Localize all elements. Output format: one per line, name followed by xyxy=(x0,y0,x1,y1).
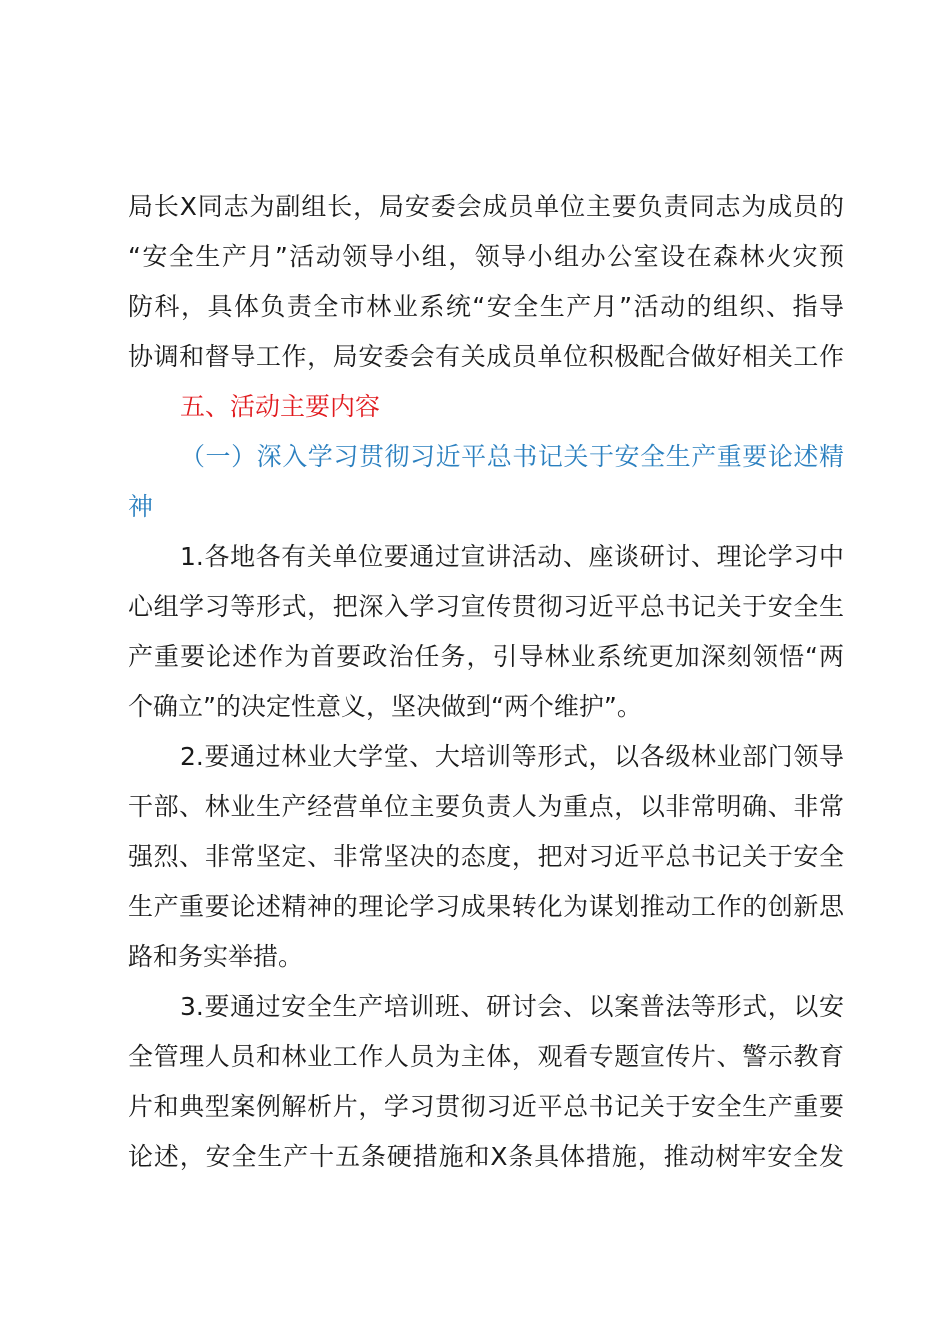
text-line: 3.要通过安全生产培训班、研讨会、以案普法等形式，以安 xyxy=(180,992,844,1021)
text-line: 局长X同志为副组长，局安委会成员单位主要负责同志为成员的 xyxy=(128,192,844,221)
text-line: 强烈、非常坚定、非常坚决的态度，把对习近平总书记关于安全 xyxy=(128,842,844,871)
text-line: 生产重要论述精神的理论学习成果转化为谋划推动工作的创新思 xyxy=(128,892,844,921)
text-line: 全管理人员和林业工作人员为主体，观看专题宣传片、警示教育 xyxy=(128,1042,844,1071)
text-line: 防科，具体负责全市林业系统“安全生产月”活动的组织、指导 xyxy=(128,292,844,321)
text-line: 1.各地各有关单位要通过宣讲活动、座谈研讨、理论学习中 xyxy=(180,542,844,571)
text-line: 产重要论述作为首要政治任务，引导林业系统更加深刻领悟“两 xyxy=(128,642,844,671)
text-line: 干部、林业生产经营单位主要负责人为重点，以非常明确、非常 xyxy=(128,792,844,821)
paragraph-item-3 xyxy=(128,982,844,1182)
text-line: 论述，安全生产十五条硬措施和X条具体措施，推动树牢安全发 xyxy=(128,1142,844,1171)
document-page xyxy=(128,182,844,1182)
text-line: 协调和督导工作，局安委会有关成员单位积极配合做好相关工作 xyxy=(128,342,844,371)
paragraph-item-2 xyxy=(128,732,844,982)
text-line: 个确立”的决定性意义，坚决做到“两个维护”。 xyxy=(128,692,642,721)
text-line: 片和典型案例解析片，学习贯彻习近平总书记关于安全生产重要 xyxy=(128,1092,844,1121)
paragraph-item-1 xyxy=(128,532,844,732)
paragraph-leading-group xyxy=(128,182,844,382)
subheading-line: 神 xyxy=(128,492,154,521)
section-heading-5: 五、活动主要内容 xyxy=(180,392,381,421)
text-line: 心组学习等形式，把深入学习宣传贯彻习近平总书记关于安全生 xyxy=(128,592,844,621)
text-line: 2.要通过林业大学堂、大培训等形式，以各级林业部门领导 xyxy=(180,742,844,771)
subsection-heading-1 xyxy=(128,432,844,532)
subheading-line: （一）深入学习贯彻习近平总书记关于安全生产重要论述精 xyxy=(180,442,844,471)
text-line: “安全生产月”活动领导小组，领导小组办公室设在森林火灾预 xyxy=(128,242,844,271)
text-line: 路和务实举措。 xyxy=(128,942,304,971)
